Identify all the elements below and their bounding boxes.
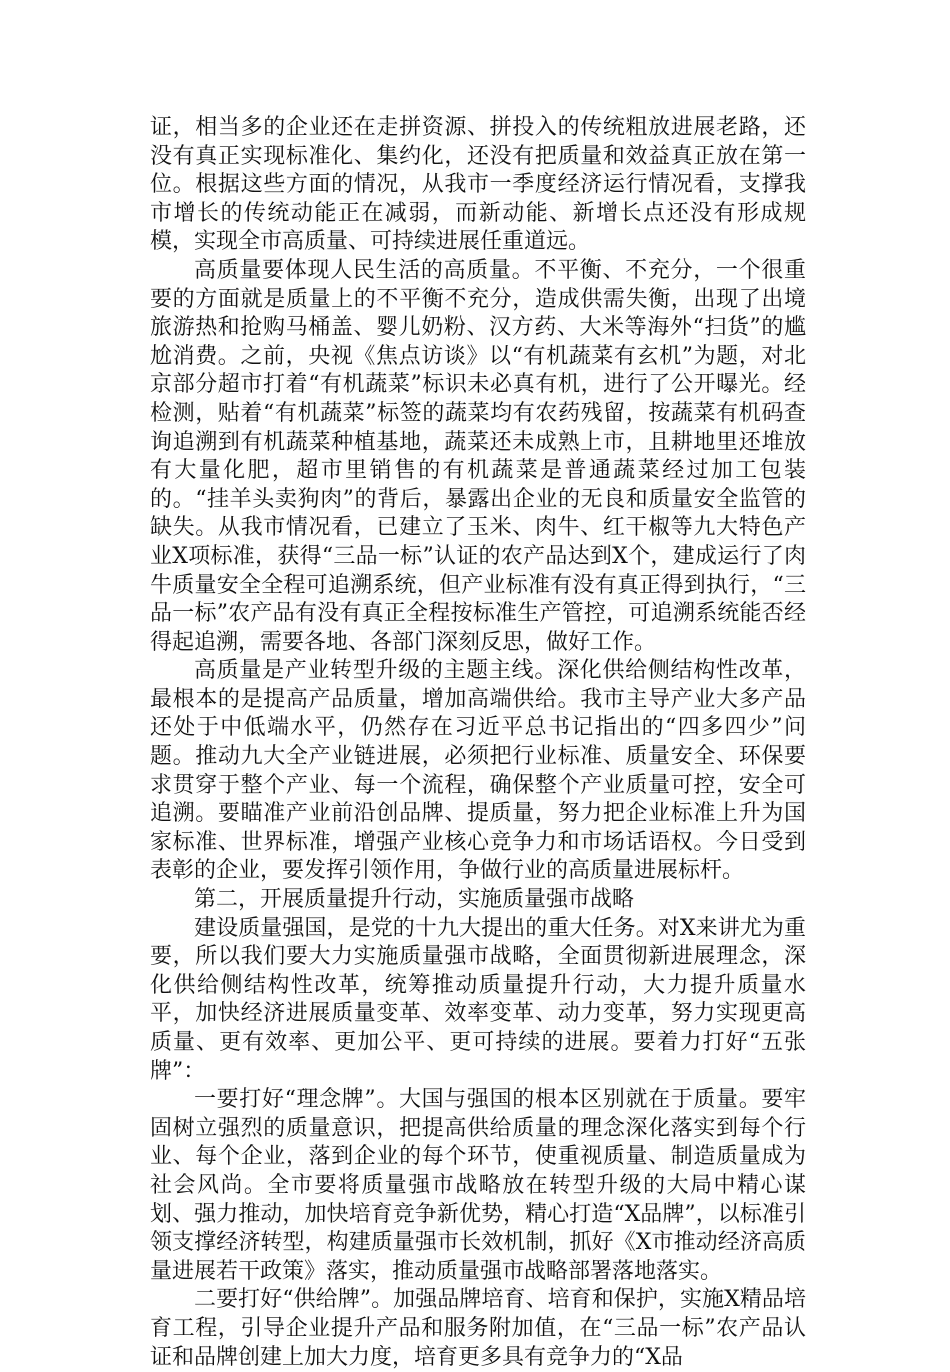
document-page [150,114,806,1372]
paragraph-supply-card: 二要打好“供给牌”。加强品牌培育、培育和保护，实施X精品培育工程，引导企业提升产品和服务附加值，在“三品一标”农产品认证和品牌创建上加大力度，培育更多具有竞争力的“X品 [150,1287,806,1370]
section-heading-second: 第二，开展质量提升行动，实施质量强市战略 [194,887,635,913]
paragraph-quality-livelihood: 高质量要体现人民生活的高质量。不平衡、不充分，一个很重要的方面就是质量上的不平衡不充分，造成供需失衡，出现了出境旅游热和抢购马桶盖、婴儿奶粉、汉方药、大米等海外“扫货”的尴尬消费。之前，央视《焦点访谈》以“有机蔬菜有玄机”为题，对北京部分超市打着“有机蔬菜”标识未必真有机，进行了公开曝光。经检测，贴着“有机蔬菜”标签的蔬菜均有农药残留，按蔬菜有机码查询追溯到有机蔬菜种植基地，蔬菜还未成熟上市，且耕地里还堆放有大量化肥，超市里销售的有机蔬菜是普通蔬菜经过加工包装的。“挂羊头卖狗肉”的背后，暴露出企业的无良和质量安全监管的缺失。从我市情况看，已建立了玉米、肉牛、红干椒等九大特色产业X项标准，获得“三品一标”认证的农产品达到X个，建成运行了肉牛质量安全全程可追溯系统，但产业标准有没有真正得到执行，“三品一标”农产品有没有真正全程按标准生产管控，可追溯系统能否经得起追溯，需要各地、各部门深刻反思，做好工作。 [150,257,806,655]
paragraph-quality-strategy: 建设质量强国，是党的十九大提出的重大任务。对X来讲尤为重要，所以我们要大力实施质量强市战略，全面贯彻新进展理念，深化供给侧结构性改革，统筹推动质量提升行动，大力提升质量水平，加快经济进展质量变革、效率变革、动力变革，努力实现更高质量、更有效率、更加公平、更可持续的进展。要着力打好“五张牌”： [150,915,806,1084]
paragraph-continued: 证，相当多的企业还在走拼资源、拼投入的传统粗放进展老路，还没有真正实现标准化、集约化，还没有把质量和效益真正放在第一位。根据这些方面的情况，从我市一季度经济运行情况看，支撑我市增长的传统动能正在减弱，而新动能、新增长点还没有形成规模，实现全市高质量、可持续进展任重道远。 [150,115,806,255]
paragraph-industry-upgrade: 高质量是产业转型升级的主题主线。深化供给侧结构性改革，最根本的是提高产品质量，增加高端供给。我市主导产业大多产品还处于中低端水平，仍然存在习近平总书记指出的“四多四少”问题。推动九大全产业链进展，必须把行业标准、质量安全、环保要求贯穿于整个产业、每一个流程，确保整个产业质量可控，安全可追溯。要瞄准产业前沿创品牌、提质量，努力把企业标准上升为国家标准、世界标准，增强产业核心竞争力和市场话语权。今日受到表彰的企业，要发挥引领作用，争做行业的高质量进展标杆。 [150,658,806,884]
paragraph-concept-card: 一要打好“理念牌”。大国与强国的根本区别就在于质量。要牢固树立强烈的质量意识，把提高供给质量的理念深化落实到每个行业、每个企业，落到企业的每个环节，使重视质量、制造质量成为社会风尚。全市要将质量强市战略放在转型升级的大局中精心谋划、强力推动，加快培育竞争新优势，精心打造“X品牌”，以标准引领支撑经济转型，构建质量强市长效机制，抓好《X市推动经济高质量进展若干政策》落实，推动质量强市战略部署落地落实。 [150,1087,806,1284]
